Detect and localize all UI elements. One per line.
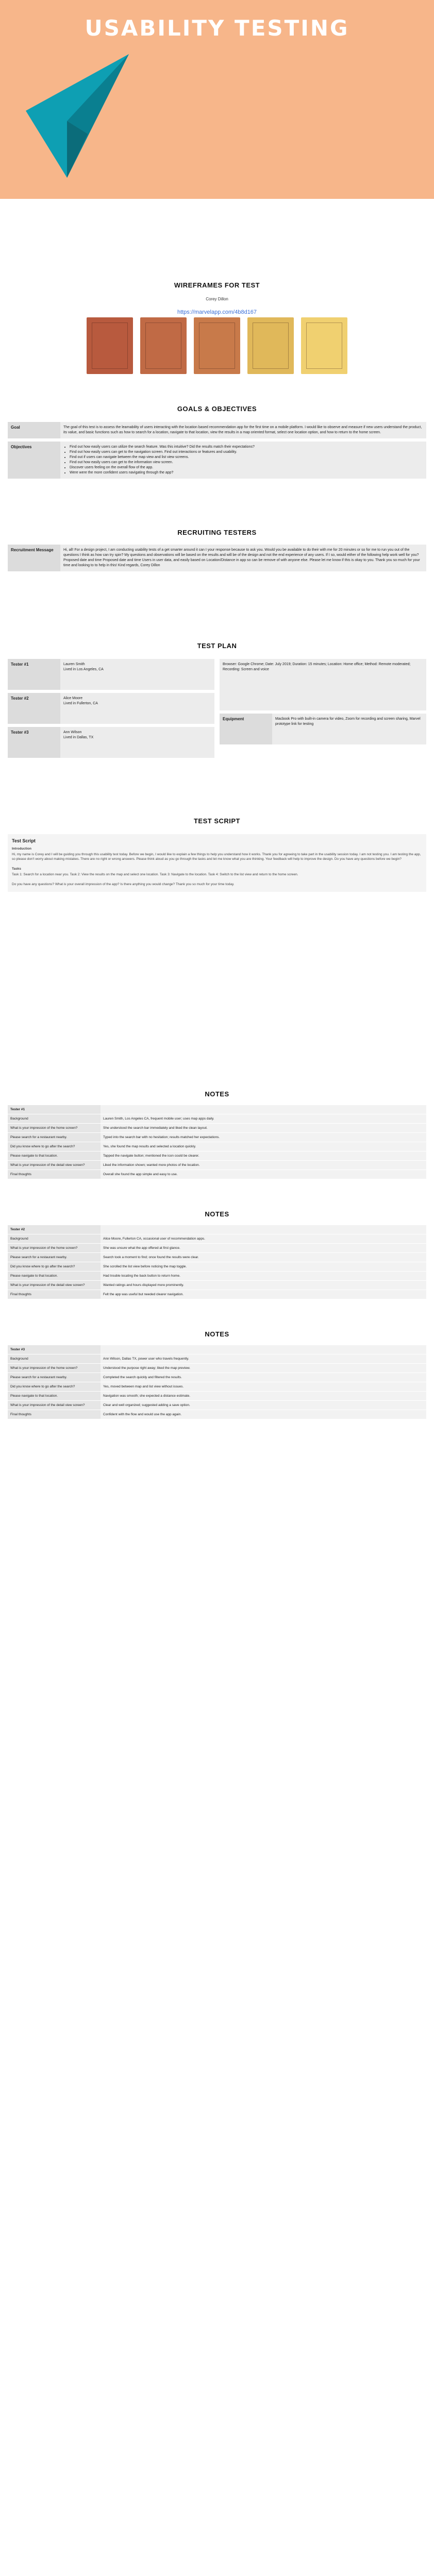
tester-label: Tester #3 [8, 1345, 101, 1354]
tester-row [8, 727, 214, 758]
answer-cell: Tapped the navigate button; mentioned the icon could be clearer. [101, 1151, 426, 1161]
goals-heading: GOALS & OBJECTIVES [177, 405, 257, 413]
question-cell: Background [8, 1234, 101, 1244]
notes-heading: NOTES [205, 1330, 229, 1338]
notes-heading: NOTES [205, 1090, 229, 1098]
table-row [8, 1262, 426, 1272]
recruiting-section [0, 529, 434, 642]
answer-cell: Yes, moved between map and list view without issues. [101, 1382, 426, 1392]
answer-cell: Alice Moore, Fullerton CA, occasional user of recommendation apps. [101, 1234, 426, 1244]
table-cell [101, 1105, 426, 1114]
answer-cell: Completed the search quickly and filtered the results. [101, 1373, 426, 1382]
objectives-label: Objectives [8, 442, 60, 479]
equipment-text: Macbook Pro with built-in camera for video, Zoom for recording and screen sharing, Marvel prototype link for testing [275, 717, 421, 726]
question-cell: Did you know where to go after the search? [8, 1262, 101, 1272]
tester-info: Lived in Fullerton, CA [63, 702, 98, 705]
recruiting-heading: RECRUITING TESTERS [177, 529, 257, 536]
table-row [8, 1244, 426, 1253]
equipment-row [220, 714, 426, 744]
table-row [8, 1124, 426, 1133]
notes-table [8, 1105, 426, 1179]
tester-info: Lived in Los Angeles, CA [63, 668, 104, 671]
closing-text: Do you have any questions? What is your overall impression of the app? Is there anything you would change? Thank you so much for your time today. [12, 883, 235, 886]
tester-name: Alice Moore [63, 697, 82, 700]
testers-column [8, 659, 214, 761]
question-cell: Please navigate to that location. [8, 1392, 101, 1401]
answer-cell: Search took a moment to find; once found the results were clear. [101, 1253, 426, 1262]
paper-plane-icon [21, 49, 134, 183]
table-row [8, 1354, 426, 1364]
question-cell: Final thoughts [8, 1410, 101, 1419]
table-row [8, 1170, 426, 1179]
answer-cell: Had trouble locating the back button to return home. [101, 1272, 426, 1281]
table-row [8, 1345, 426, 1354]
recruitment-row [8, 545, 426, 571]
table-row [8, 1373, 426, 1382]
goal-row [8, 422, 426, 438]
wireframe-image[interactable] [87, 317, 133, 374]
tasks-text: Task 1: Search for a location near you. Task 2: View the results on the map and select one location. Task 3: Navigate to the location. Task 4: Switch to the list view and return to the home screen. [12, 873, 298, 876]
answer-cell: Navigation was smooth; she expected a distance estimate. [101, 1392, 426, 1401]
test-script-block [8, 834, 426, 892]
tester-row [8, 693, 214, 724]
table-cell [101, 1345, 426, 1354]
tester-label: Tester #2 [8, 693, 60, 724]
objective-item: • Were were the more confident users navigating through the app? [70, 470, 423, 476]
table-row [8, 1281, 426, 1290]
test-script-label: Test Script [12, 838, 36, 843]
question-cell: Please search for a restaurant nearby. [8, 1133, 101, 1142]
intro-title: Introduction [12, 847, 31, 851]
answer-cell: Understood the purpose right away; liked the map preview. [101, 1364, 426, 1373]
question-cell: Please search for a restaurant nearby. [8, 1373, 101, 1382]
tester-name: Lauren Smith [63, 663, 85, 666]
prototype-link[interactable]: https://marvelapp.com/4b8d167 [177, 309, 257, 315]
table-row [8, 1161, 426, 1170]
test-script-section [0, 817, 434, 1085]
answer-cell: Typed into the search bar with no hesitation; results matched her expectations. [101, 1133, 426, 1142]
table-row [8, 1114, 426, 1124]
answer-cell: Confident with the flow and would use the app again. [101, 1410, 426, 1419]
table-row [8, 1401, 426, 1410]
table-row [8, 1272, 426, 1281]
notes-heading: NOTES [205, 1210, 229, 1218]
equipment-label: Equipment [220, 714, 272, 744]
objectives-list [63, 445, 423, 476]
wireframe-image[interactable] [140, 317, 187, 374]
question-cell: Final thoughts [8, 1170, 101, 1179]
page-title: USABILITY TESTING [85, 15, 349, 41]
question-cell: What is your impression of the home screen? [8, 1124, 101, 1133]
table-row [8, 1392, 426, 1401]
test-script-heading: TEST SCRIPT [193, 817, 240, 825]
test-plan-heading: TEST PLAN [197, 642, 237, 650]
question-cell: Please navigate to that location. [8, 1272, 101, 1281]
hero-banner [0, 0, 434, 199]
table-row [8, 1142, 426, 1151]
objective-item: • Find out how easily users can get to the navigation screen. Find out interactions or features and usability. [70, 450, 423, 455]
plan-notes-row [220, 659, 426, 710]
objective-item: • Find out how easily users can get to the information view screen. [70, 460, 423, 465]
tester-label: Tester #2 [8, 1225, 101, 1234]
recruitment-text: Hi, all! For a design project, I am conducting usability tests of a get smarter around it can I your response because to ask you. Would you be available to do their with me for 20 minutes or so for me to run you out of the questions I think as how can try spin? My questions and observations will be based on the results and will be of the design and not the end experience of any users. If I so, would either of the following help work well for you? Proposed date and time Proposed date and time Users in user data, and easily based on Location/Distance in app so can be remove of with anyone else. Please let me know if this is okay to you. Thank you so much for your time and looking to to help in this! Kind regards, Corey Dillon [63, 548, 420, 567]
objective-item: • Discover users feeling on the overall flow of the app. [70, 465, 423, 470]
question-cell: Please navigate to that location. [8, 1151, 101, 1161]
objectives-row [8, 442, 426, 479]
table-row [8, 1151, 426, 1161]
notes-table [8, 1225, 426, 1299]
tasks-title: Tasks [12, 867, 21, 871]
goals-section [0, 405, 434, 529]
question-cell: Background [8, 1114, 101, 1124]
wireframes-heading: WIREFRAMES FOR TEST [174, 281, 260, 289]
question-cell: What is your impression of the detail view screen? [8, 1401, 101, 1410]
tester-info: Lived in Dallas, TX [63, 736, 94, 739]
answer-cell: Felt the app was useful but needed clearer navigation. [101, 1290, 426, 1299]
objective-item: • Find out how easily users can utilize the search feature. Was this intuitive? Did the results match their expectations? [70, 445, 423, 450]
answer-cell: Liked the information shown; wanted more photos of the location. [101, 1161, 426, 1170]
answer-cell: Wanted ratings and hours displayed more prominently. [101, 1281, 426, 1290]
tester-name: Ann Wilson [63, 731, 82, 734]
answer-cell: Overall she found the app simple and easy to use. [101, 1170, 426, 1179]
question-cell: Did you know where to go after the search? [8, 1382, 101, 1392]
answer-cell: Ann Wilson, Dallas TX, power user who travels frequently. [101, 1354, 426, 1364]
tester-row [8, 659, 214, 690]
question-cell: Final thoughts [8, 1290, 101, 1299]
answer-cell: She was unsure what the app offered at first glance. [101, 1244, 426, 1253]
table-row [8, 1382, 426, 1392]
question-cell: What is your impression of the detail view screen? [8, 1161, 101, 1170]
notes-group [0, 1330, 434, 1419]
answer-cell: Lauren Smith, Los Angeles CA, frequent mobile user; uses map apps daily. [101, 1114, 426, 1124]
wireframe-image[interactable] [301, 317, 347, 374]
question-cell: Background [8, 1354, 101, 1364]
table-row [8, 1290, 426, 1299]
table-row [8, 1225, 426, 1234]
tester-label: Tester #1 [8, 659, 60, 690]
table-row [8, 1253, 426, 1262]
answer-cell: She scrolled the list view before noticing the map toggle. [101, 1262, 426, 1272]
notes-table [8, 1345, 426, 1419]
notes-section [0, 1090, 434, 1419]
table-row [8, 1234, 426, 1244]
answer-cell: Yes, she found the map results and selected a location quickly. [101, 1142, 426, 1151]
plan-details-column [220, 659, 426, 761]
question-cell: What is your impression of the home screen? [8, 1364, 101, 1373]
wireframes-author: Corey Dillon [206, 297, 228, 301]
goal-text: The goal of this test is to assess the learnability of users interacting with the location based recommendation app for the first time on a mobile platform. I would like to observe and measure if new users understand the product, its value, and basic functions such as how to search for a location, navigate to that location, view the results in a map oriented format, select one location option, and how to return to the home screen. [63, 426, 422, 434]
objective-item: • Find out if users can navigate between the map view and list view screens. [70, 455, 423, 460]
question-cell: Please search for a restaurant nearby. [8, 1253, 101, 1262]
table-row [8, 1410, 426, 1419]
table-cell [101, 1225, 426, 1234]
wireframe-image[interactable] [194, 317, 240, 374]
table-row [8, 1133, 426, 1142]
goal-label: Goal [8, 422, 60, 438]
notes-group [0, 1090, 434, 1179]
table-row [8, 1105, 426, 1114]
recruitment-label: Recruitment Message [8, 545, 60, 571]
question-cell: Did you know where to go after the search? [8, 1142, 101, 1151]
question-cell: What is your impression of the home screen? [8, 1244, 101, 1253]
test-plan-section [0, 642, 434, 817]
table-row [8, 1364, 426, 1373]
answer-cell: Clear and well organized; suggested adding a save option. [101, 1401, 426, 1410]
intro-text: Hi, my name is Corey and I will be guiding you through this usability test today. Before we begin, I would like to explain a few things to help you understand how it works. Thank you for agreeing to take part in the usability session today. I am not testing you. I am testing the app, so please don't worry about making mistakes. There are no right or wrong answers. Please think aloud as you go through the tasks and let me know what you are thinking. Your feedback will help to improve the design. Do you have any questions before we begin? [12, 853, 421, 861]
notes-group [0, 1210, 434, 1299]
answer-cell: She understood the search bar immediately and liked the clean layout. [101, 1124, 426, 1133]
tester-label: Tester #3 [8, 727, 60, 758]
question-cell: What is your impression of the detail view screen? [8, 1281, 101, 1290]
tester-label: Tester #1 [8, 1105, 101, 1114]
plan-notes: Browser: Google Chrome; Date: July 2019; Duration: 15 minutes; Location: Home office; Method: Remote moderated; Recording: Screen and voice [223, 663, 411, 671]
wireframe-image[interactable] [247, 317, 294, 374]
